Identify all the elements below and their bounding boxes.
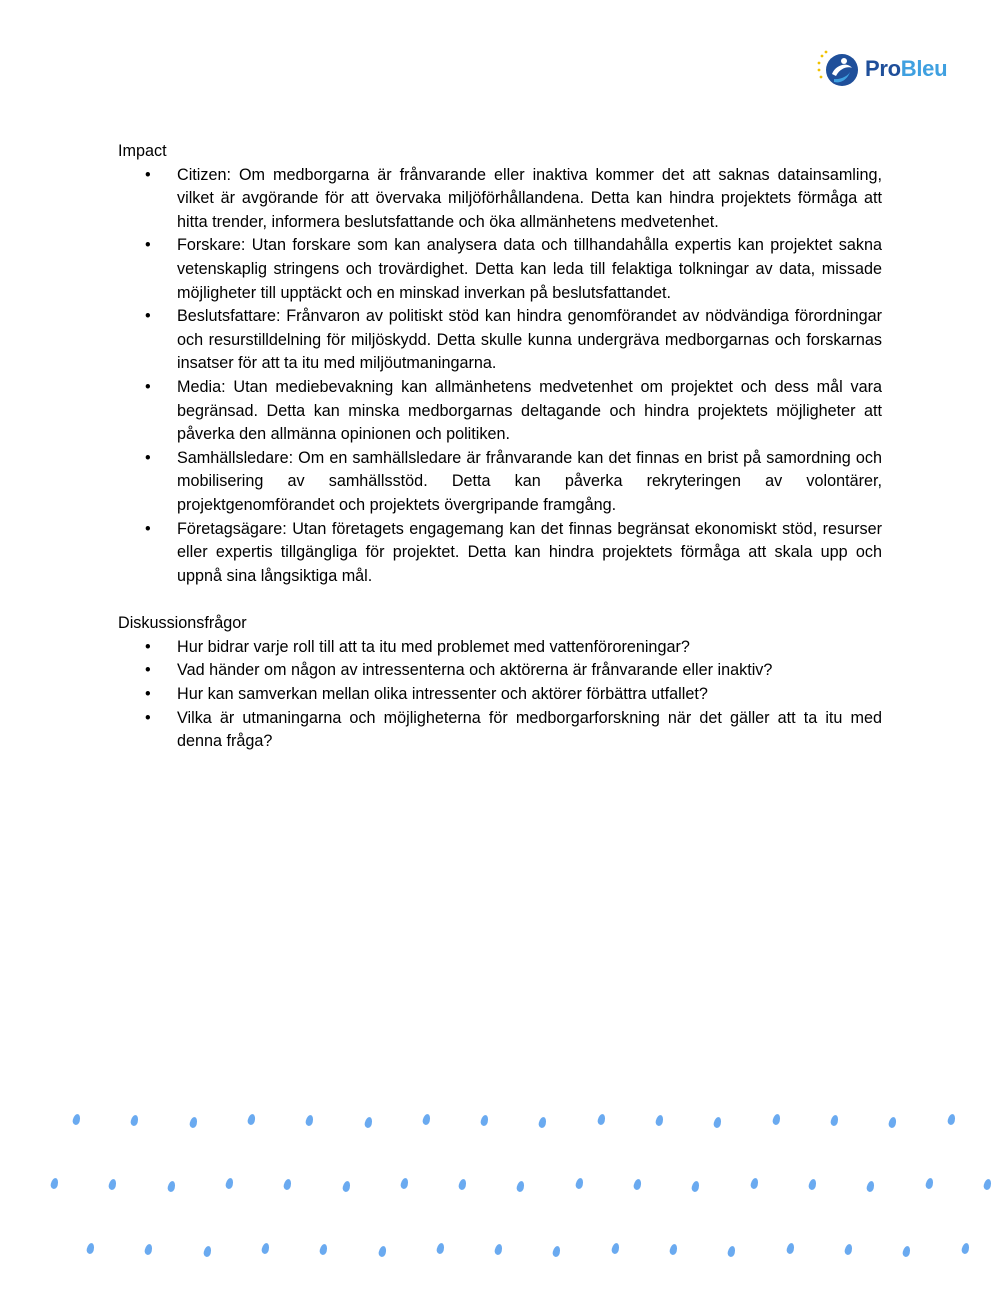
water-drop-icon <box>633 1178 642 1190</box>
water-drop-icon <box>188 1116 197 1128</box>
water-drop-icon <box>305 1114 314 1126</box>
water-drop-icon <box>516 1180 525 1192</box>
discussion-item: • Vad händer om någon av intressenterna och aktörerna är frånvarande eller inaktiv? <box>118 659 882 683</box>
water-drop-icon <box>669 1243 678 1255</box>
water-drop-icon <box>596 1113 605 1125</box>
water-drop-icon <box>50 1177 59 1189</box>
water-drop-icon <box>225 1177 234 1189</box>
water-drop-icon <box>108 1178 117 1190</box>
water-drop-icon <box>574 1177 583 1189</box>
impact-list <box>118 164 882 589</box>
water-drop-icon <box>888 1116 897 1128</box>
water-drop-icon <box>538 1116 547 1128</box>
water-drop-icon <box>494 1243 503 1255</box>
probleu-logo-icon <box>814 46 862 92</box>
water-drop-icon <box>771 1113 780 1125</box>
water-drop-icon <box>808 1178 817 1190</box>
discussion-item: • Hur bidrar varje roll till att ta itu med problemet med vattenföroreningar? <box>118 636 882 660</box>
water-drop-icon <box>844 1243 853 1255</box>
impact-item-samhallsledare: • Samhällsledare: Om en samhällsledare är frånvarande kan det finnas en brist på samordning och mobilisering av samhällsstöd. Detta kan påverka rekryteringen av volontärer, projektgenomförandet och projektets övergripande framgång. <box>118 447 882 518</box>
impact-item-media: • Media: Utan mediebevakning kan allmänhetens medvetenhet om projektet och dess mål vara begränsad. Detta kan minska medborgarnas deltagande och hindra projektets möjligheter att påverka den allmänna opinionen och politiken. <box>118 376 882 447</box>
water-drop-icon <box>960 1242 969 1254</box>
water-drop-icon <box>866 1180 875 1192</box>
water-drop-icon <box>283 1178 292 1190</box>
impact-item-citizen: • Citizen: Om medborgarna är frånvarande eller inaktiva kommer det att saknas datainsamling, vilket är avgörande för att övervaka miljöförhållandena. Detta kan hindra projektets förmåga att hitta trender, informera beslutsfattande och öka allmänhetens medvetenhet. <box>118 164 882 235</box>
water-drop-icon <box>830 1114 839 1126</box>
water-drop-icon <box>610 1242 619 1254</box>
water-drop-icon <box>341 1180 350 1192</box>
water-drop-icon <box>422 1113 431 1125</box>
discussion-item: • Hur kan samverkan mellan olika intressenter och aktörer förbättra utfallet? <box>118 683 882 707</box>
probleu-wordmark: ProBleu <box>865 56 948 81</box>
water-drop-icon <box>166 1180 175 1192</box>
water-drop-icon <box>319 1243 328 1255</box>
document-body <box>118 140 882 754</box>
discussion-heading: Diskussionsfrågor <box>118 614 247 633</box>
water-drop-icon <box>480 1114 489 1126</box>
water-drop-icon <box>552 1245 561 1257</box>
water-drop-icon <box>946 1113 955 1125</box>
impact-item-forskare: • Forskare: Utan forskare som kan analysera data och tillhandahålla expertis kan projektet sakna vetenskaplig stringens och trovärdighet. Detta kan leda till felaktiga tolkningar av data, missade möjligheter till upptäckt och en minskad inverkan på beslutsfattandet. <box>118 234 882 305</box>
impact-item-beslutsfattare: • Beslutsfattare: Frånvaron av politiskt stöd kan hindra genomförandet av nödvändiga förordningar och resurstilldelning för miljöskydd. Detta skulle kunna undergräva medborgarnas och forskarnas insatser för att ta itu med miljöutmaningarna. <box>118 305 882 376</box>
impact-item-foretagsagare: • Företagsägare: Utan företagets engagemang kan det finnas begränsat ekonomiskt stöd, resurser eller expertis tillgängliga för projektet. Detta kan hindra projektets förmåga att skala upp och uppnå sina långsiktiga mål. <box>118 518 882 589</box>
water-drop-icon <box>86 1242 95 1254</box>
water-drop-icon <box>785 1242 794 1254</box>
water-drop-icon <box>377 1245 386 1257</box>
water-drop-icon <box>72 1113 81 1125</box>
water-drop-icon <box>749 1177 758 1189</box>
water-drop-icon <box>144 1243 153 1255</box>
impact-heading: Impact <box>118 142 167 160</box>
water-drop-icon <box>247 1113 256 1125</box>
water-drop-icon <box>691 1180 700 1192</box>
water-drop-icon <box>261 1242 270 1254</box>
water-drop-icon <box>713 1116 722 1128</box>
probleu-logo <box>814 46 964 92</box>
water-drop-icon <box>130 1114 139 1126</box>
water-drop-icon <box>363 1116 372 1128</box>
water-drop-icon <box>458 1178 467 1190</box>
water-drop-icon <box>983 1178 992 1190</box>
water-drop-icon <box>202 1245 211 1257</box>
water-drop-icon <box>655 1114 664 1126</box>
water-drop-icon <box>727 1245 736 1257</box>
discussion-list <box>118 636 882 754</box>
water-drop-icon <box>400 1177 409 1189</box>
water-drop-icon <box>436 1242 445 1254</box>
water-drop-icon <box>902 1245 911 1257</box>
water-drop-icon <box>924 1177 933 1189</box>
discussion-item: • Vilka är utmaningarna och möjligheterna för medborgarforskning när det gäller att ta itu med denna fråga? <box>118 707 882 754</box>
